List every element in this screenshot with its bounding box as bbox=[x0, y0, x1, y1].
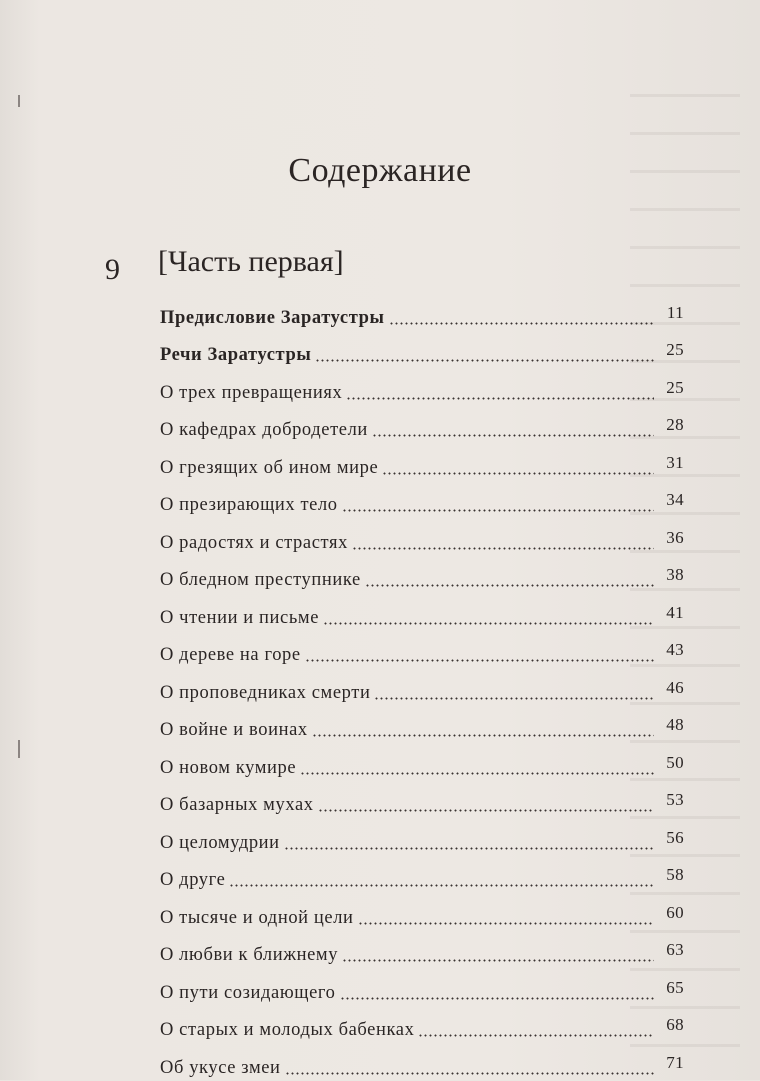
dot-leader bbox=[374, 697, 654, 700]
toc-entry-title: Предисловие Заратустры bbox=[160, 307, 385, 328]
toc-entry-page: 34 bbox=[666, 490, 684, 509]
dot-leader bbox=[323, 622, 654, 625]
toc-entry-title: О бледном преступнике bbox=[160, 570, 361, 590]
toc-entry[interactable] bbox=[160, 931, 684, 969]
toc-entry[interactable] bbox=[160, 631, 684, 669]
toc-entry[interactable] bbox=[160, 856, 684, 894]
toc-entry-title: О целомудрии bbox=[160, 832, 280, 853]
toc-entry-page: 25 bbox=[666, 377, 684, 397]
toc-entry[interactable] bbox=[160, 406, 684, 444]
toc-entry-title: О радостях и страстях bbox=[160, 532, 348, 553]
dot-leader bbox=[389, 322, 654, 325]
toc-entry-title: О друге bbox=[160, 870, 226, 890]
dot-leader bbox=[372, 434, 654, 437]
toc-entry-page: 48 bbox=[666, 715, 684, 734]
dot-leader bbox=[315, 359, 654, 362]
toc-entry-page: 53 bbox=[666, 790, 684, 809]
page-title: Содержание bbox=[288, 152, 472, 189]
dot-leader bbox=[229, 884, 654, 887]
toc-entry-page: 58 bbox=[666, 865, 684, 884]
toc-entry[interactable] bbox=[160, 443, 684, 481]
toc-entry[interactable] bbox=[160, 331, 684, 369]
toc-entry-page: 31 bbox=[666, 452, 684, 472]
dot-leader bbox=[346, 397, 654, 400]
dot-leader bbox=[312, 734, 654, 737]
toc-entry-title: О базарных мухах bbox=[160, 795, 314, 815]
toc-entry-title: О любви к ближнему bbox=[160, 945, 339, 965]
dot-leader bbox=[340, 997, 655, 1000]
toc-entry-page: 28 bbox=[666, 415, 684, 434]
dot-leader bbox=[305, 659, 654, 662]
part-title: [Часть первая] bbox=[158, 245, 344, 278]
toc-entry[interactable] bbox=[160, 518, 684, 556]
part-number: 9 bbox=[105, 253, 120, 286]
toc-entry-page: 60 bbox=[666, 902, 684, 922]
toc-entry-title: О пути созидающего bbox=[160, 982, 336, 1003]
dot-leader bbox=[358, 922, 654, 925]
page-edge-mark bbox=[18, 95, 20, 107]
toc-entry-page: 71 bbox=[666, 1052, 684, 1072]
toc-entry-page: 50 bbox=[666, 752, 684, 772]
toc-entry-page: 63 bbox=[666, 940, 684, 959]
dot-leader bbox=[284, 847, 654, 850]
toc-entry-title: О трех превращениях bbox=[160, 382, 343, 403]
dot-leader bbox=[285, 1072, 654, 1075]
toc-entry-page: 56 bbox=[666, 827, 684, 847]
table-of-contents bbox=[160, 293, 684, 1081]
page-edge-mark bbox=[18, 740, 20, 758]
toc-entry[interactable] bbox=[160, 743, 684, 781]
toc-entry-title: Об укусе змеи bbox=[160, 1057, 281, 1078]
dot-leader bbox=[382, 472, 654, 475]
dot-leader bbox=[365, 584, 654, 587]
toc-entry[interactable] bbox=[160, 968, 684, 1006]
dot-leader bbox=[342, 509, 654, 512]
toc-entry-title: О грезящих об ином мире bbox=[160, 457, 379, 478]
dot-leader bbox=[352, 547, 654, 550]
toc-entry[interactable] bbox=[160, 293, 684, 331]
toc-entry-page: 43 bbox=[666, 640, 684, 659]
toc-entry-title: О дереве на горе bbox=[160, 645, 301, 665]
toc-entry[interactable] bbox=[160, 781, 684, 819]
toc-entry-title: О кафедрах добродетели bbox=[160, 420, 368, 440]
toc-entry[interactable] bbox=[160, 368, 684, 406]
toc-entry-page: 36 bbox=[666, 527, 684, 547]
dot-leader bbox=[342, 959, 654, 962]
toc-entry-title: О войне и воинах bbox=[160, 720, 308, 740]
toc-entry-title: О старых и молодых бабенках bbox=[160, 1020, 415, 1040]
dot-leader bbox=[318, 809, 654, 812]
toc-entry-page: 41 bbox=[666, 602, 684, 622]
toc-entry-page: 38 bbox=[666, 565, 684, 584]
toc-entry-title: О новом кумире bbox=[160, 757, 297, 778]
toc-entry-title: О тысяче и одной цели bbox=[160, 907, 354, 928]
toc-entry-page: 46 bbox=[666, 677, 684, 697]
toc-entry-title: Речи Заратустры bbox=[160, 345, 312, 365]
dot-leader bbox=[418, 1034, 654, 1037]
toc-entry[interactable] bbox=[160, 893, 684, 931]
toc-entry[interactable] bbox=[160, 1006, 684, 1044]
toc-entry-title: О презирающих тело bbox=[160, 495, 338, 515]
toc-entry-page: 11 bbox=[666, 302, 684, 322]
toc-entry-title: О проповедниках смерти bbox=[160, 682, 371, 703]
toc-entry-page: 25 bbox=[666, 340, 684, 359]
dot-leader bbox=[300, 772, 654, 775]
toc-entry-title: О чтении и письме bbox=[160, 607, 320, 628]
toc-entry[interactable] bbox=[160, 668, 684, 706]
toc-entry-page: 65 bbox=[666, 977, 684, 997]
toc-entry[interactable] bbox=[160, 593, 684, 631]
toc-entry[interactable] bbox=[160, 1043, 684, 1081]
toc-entry-page: 68 bbox=[666, 1015, 684, 1034]
toc-entry[interactable] bbox=[160, 481, 684, 519]
toc-entry[interactable] bbox=[160, 556, 684, 594]
toc-entry[interactable] bbox=[160, 818, 684, 856]
toc-entry[interactable] bbox=[160, 706, 684, 744]
